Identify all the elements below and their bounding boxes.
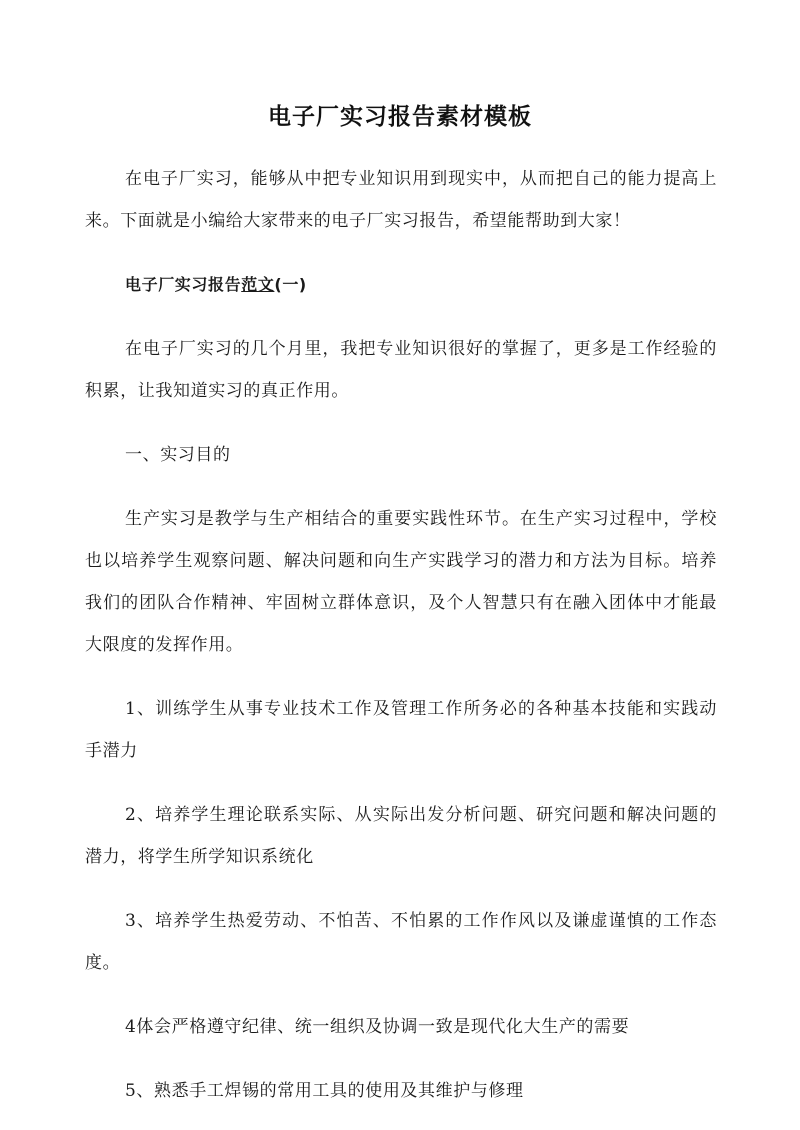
section-heading-suffix: (一) (274, 275, 307, 294)
subheading-purpose: 一、实习目的 (125, 445, 231, 465)
list-item-2: 2、培养学生理论联系实际、从实际出发分析问题、研究问题和解决问题的潜力，将学生所学知识系统化 (85, 805, 717, 867)
section-heading-link[interactable]: 范文 (241, 275, 275, 294)
paragraph-1: 在电子厂实习的几个月里，我把专业知识很好的掌握了，更多是工作经验的积累，让我知道实习的真正作用。 (85, 339, 717, 401)
list-item-5: 5、熟悉手工焊锡的常用工具的使用及其维护与修理 (125, 1081, 524, 1101)
list-item-1: 1、训练学生从事专业技术工作及管理工作所务必的各种基本技能和实践动手潜力 (85, 699, 717, 761)
paragraph-2: 生产实习是教学与生产相结合的重要实践性环节。在生产实习过程中，学校也以培养学生观察问题、解决问题和向生产实践学习的潜力和方法为目标。培养我们的团队合作精神、牢固树立群体意识，及个人智慧只有在融入团体中才能最大限度的发挥作用。 (85, 509, 717, 655)
document-title: 电子厂实习报告素材模板 (268, 104, 532, 130)
list-item-4: 4体会严格遵守纪律、统一组织及协调一致是现代化大生产的需要 (125, 1017, 630, 1037)
document-body (85, 158, 717, 1112)
intro-paragraph: 在电子厂实习，能够从中把专业知识用到现实中，从而把自己的能力提高上来。下面就是小编给大家带来的电子厂实习报告，希望能帮助到大家！ (85, 169, 717, 231)
list-item-3: 3、培养学生热爱劳动、不怕苦、不怕累的工作作风以及谦虚谨慎的工作态度。 (85, 911, 717, 973)
section-heading-prefix: 电子厂实习报告 (125, 275, 242, 294)
section-heading (85, 264, 717, 306)
